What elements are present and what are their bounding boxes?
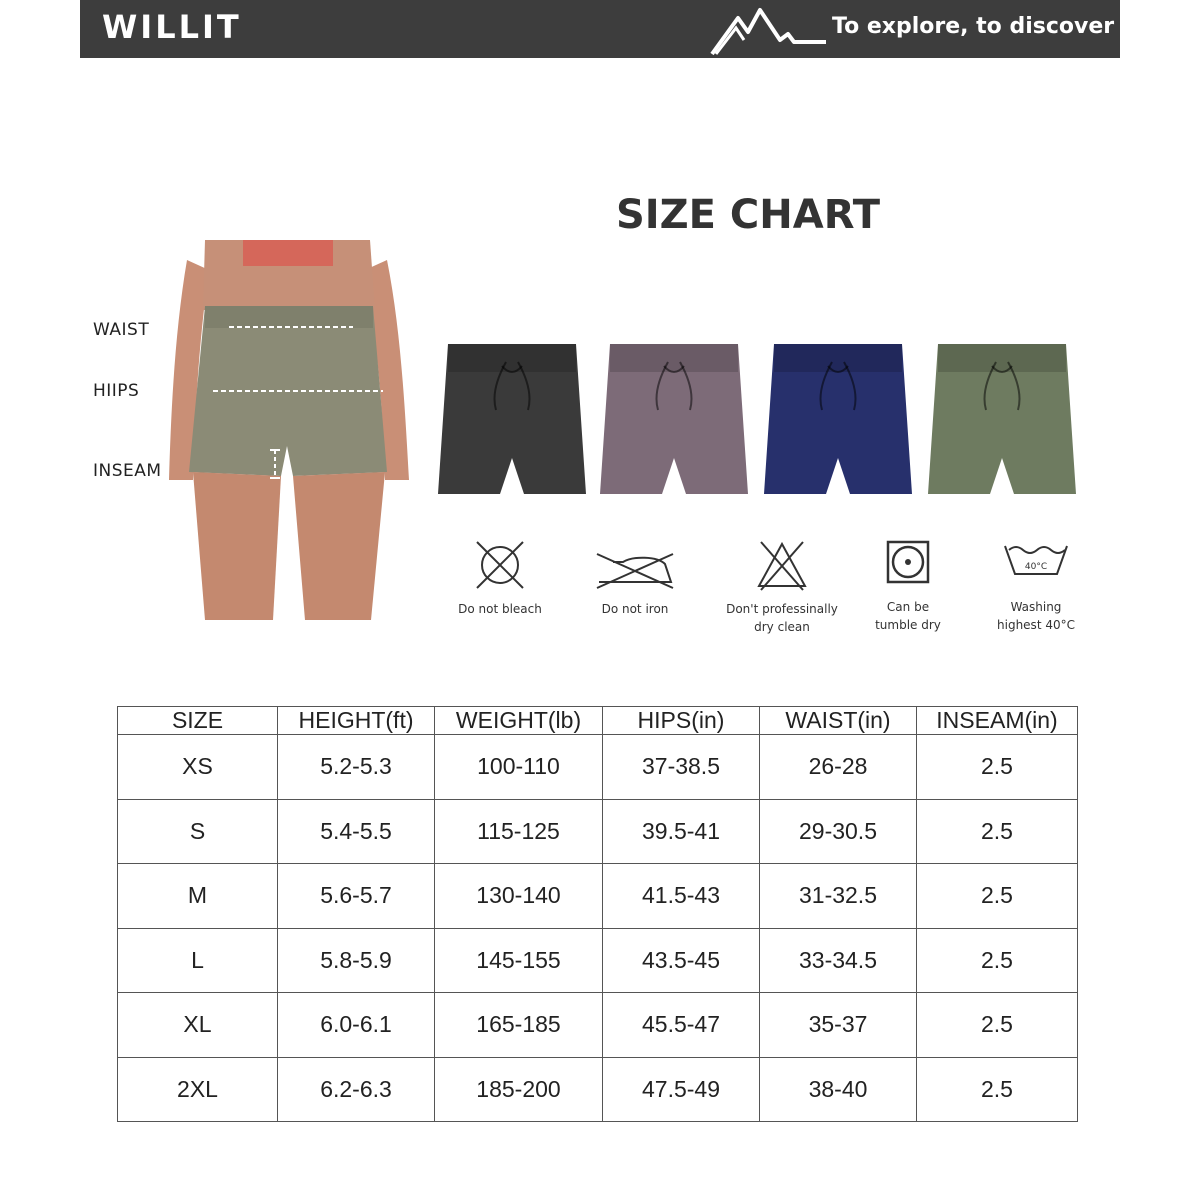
table-header-row [118, 707, 1078, 735]
table-cell: 33-34.5 [760, 928, 917, 993]
table-cell: 29-30.5 [760, 799, 917, 864]
care-label-line2: tumble dry [875, 618, 941, 632]
table-cell: 5.8-5.9 [278, 928, 435, 993]
brand-logo: WILLIT [102, 8, 242, 46]
header-bar [80, 0, 1120, 58]
care-label-line1: Don't professinally [726, 602, 838, 616]
care-label-line2: dry clean [754, 620, 810, 634]
hips-label: HIIPS [93, 381, 140, 401]
table-cell: 6.0-6.1 [278, 993, 435, 1058]
column-header-hips: HIPS(in) [603, 707, 760, 735]
table-cell: 2.5 [917, 993, 1078, 1058]
table-row [118, 928, 1078, 993]
table-cell: 38-40 [760, 1057, 917, 1122]
care-label-line1: Washing [1010, 600, 1062, 614]
table-cell: 37-38.5 [603, 735, 760, 800]
page-title: SIZE CHART [615, 192, 881, 238]
shorts-mauve [598, 340, 750, 498]
mountain-logo-icon [708, 2, 828, 58]
table-cell: 35-37 [760, 993, 917, 1058]
table-cell: 145-155 [435, 928, 603, 993]
table-cell: 100-110 [435, 735, 603, 800]
wash-40-icon [1001, 538, 1071, 578]
table-cell: 26-28 [760, 735, 917, 800]
table-cell: 2.5 [917, 1057, 1078, 1122]
no-bleach-icon [473, 538, 527, 592]
model-photo [165, 240, 410, 620]
table-cell: 5.4-5.5 [278, 799, 435, 864]
table-row [118, 864, 1078, 929]
table-cell: 130-140 [435, 864, 603, 929]
table-cell: 2.5 [917, 928, 1078, 993]
table-cell: M [118, 864, 278, 929]
no-iron-icon [593, 538, 677, 592]
care-no-bleach [425, 538, 575, 618]
shorts-olive [926, 340, 1078, 498]
table-cell: 41.5-43 [603, 864, 760, 929]
shorts-navy [762, 340, 914, 498]
table-cell: L [118, 928, 278, 993]
table-cell: 31-32.5 [760, 864, 917, 929]
table-cell: 43.5-45 [603, 928, 760, 993]
table-cell: 5.2-5.3 [278, 735, 435, 800]
no-dry-clean-icon [755, 538, 809, 592]
column-header-height: HEIGHT(ft) [278, 707, 435, 735]
care-label-line2: highest 40°C [997, 618, 1075, 632]
care-label-line1: Do not bleach [458, 602, 542, 616]
column-header-size: SIZE [118, 707, 278, 735]
table-row [118, 993, 1078, 1058]
column-header-waist: WAIST(in) [760, 707, 917, 735]
table-cell: XL [118, 993, 278, 1058]
care-no-iron [560, 538, 710, 618]
table-cell: S [118, 799, 278, 864]
table-cell: 45.5-47 [603, 993, 760, 1058]
table-row [118, 735, 1078, 800]
column-header-inseam: INSEAM(in) [917, 707, 1078, 735]
waist-label: WAIST [93, 320, 150, 340]
wash-temp-text: 40°C [1024, 562, 1048, 572]
table-cell: 185-200 [435, 1057, 603, 1122]
table-cell: 2.5 [917, 864, 1078, 929]
table-cell: 5.6-5.7 [278, 864, 435, 929]
table-cell: 165-185 [435, 993, 603, 1058]
table-cell: 6.2-6.3 [278, 1057, 435, 1122]
table-cell: 2XL [118, 1057, 278, 1122]
table-cell: 2.5 [917, 735, 1078, 800]
care-label-line1: Can be [886, 600, 930, 614]
table-cell: 39.5-41 [603, 799, 760, 864]
table-cell: 115-125 [435, 799, 603, 864]
care-label-line1: Do not iron [601, 602, 669, 616]
table-row [118, 799, 1078, 864]
care-wash-40 [961, 538, 1111, 634]
table-cell: 2.5 [917, 799, 1078, 864]
table-cell: XS [118, 735, 278, 800]
tumble-dry-icon [884, 538, 932, 586]
inseam-label: INSEAM [93, 461, 162, 481]
shorts-black [436, 340, 588, 498]
size-table [117, 706, 1078, 1122]
table-cell: 47.5-49 [603, 1057, 760, 1122]
column-header-weight: WEIGHT(lb) [435, 707, 603, 735]
table-row [118, 1057, 1078, 1122]
tagline: To explore, to discover [832, 14, 1115, 39]
